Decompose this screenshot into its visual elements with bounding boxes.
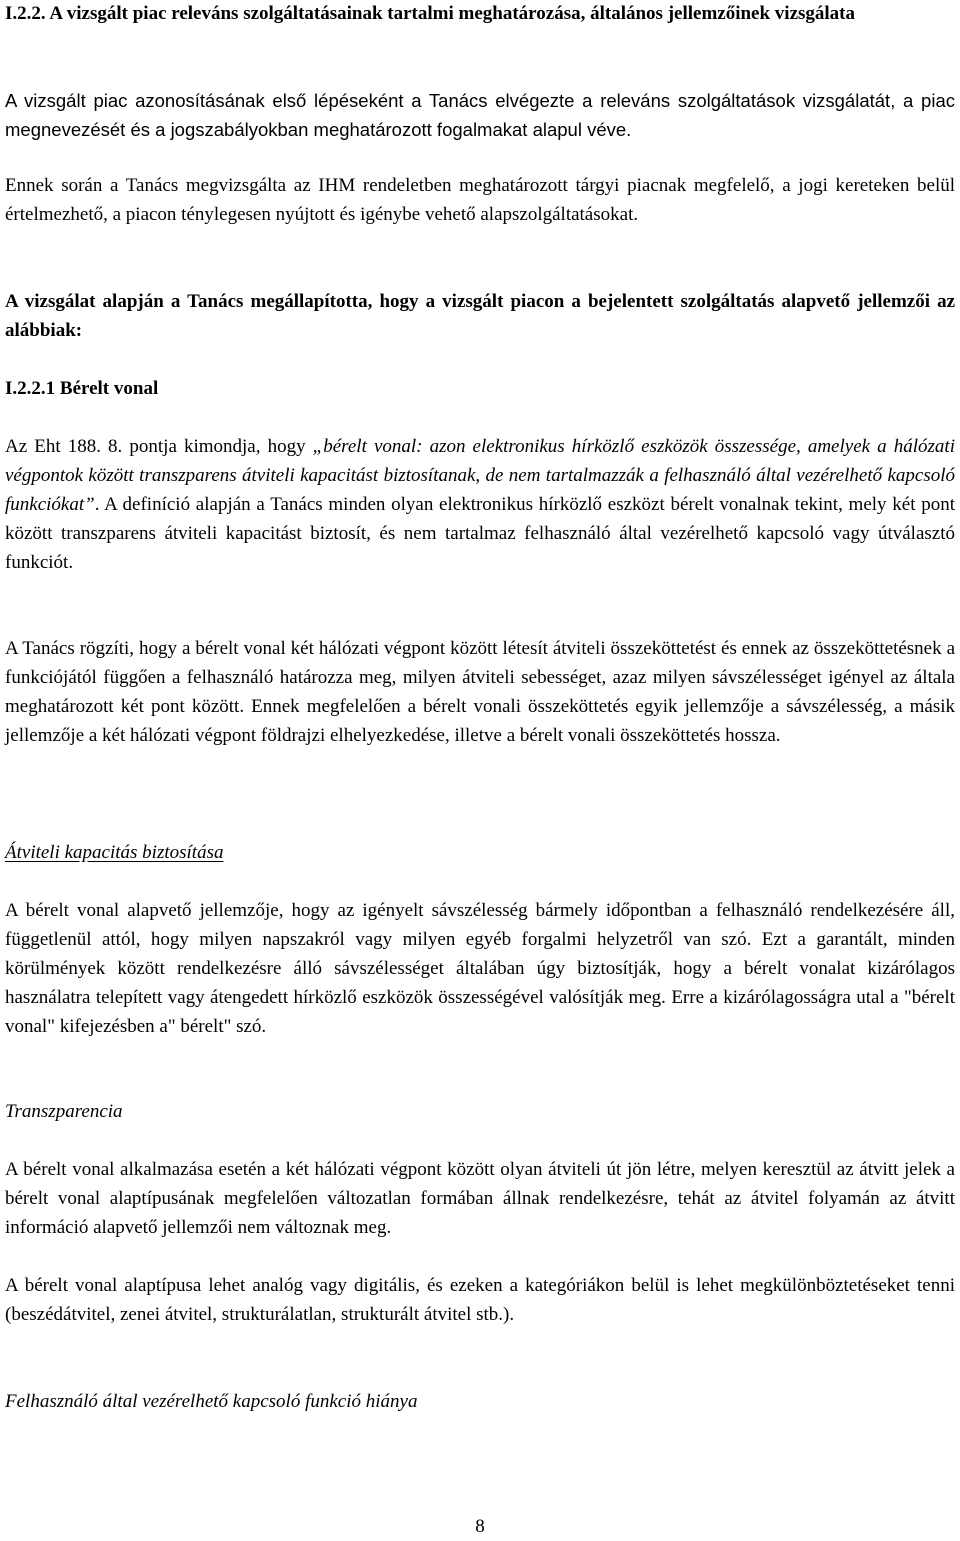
ihm-paragraph: Ennek során a Tanács megvizsgálta az IHM rendeletben meghatározott tárgyi piacnak megfelelő, a jogi kereteken belül értelmezhető, a piacon ténylegesen nyújtott és igénybe vehető alapszolgáltatásokat. [5, 175, 955, 225]
section-heading: I.2.2. A vizsgált piac releváns szolgáltatásainak tartalmi meghatározása, általános jellemzőinek vizsgálata [5, 3, 856, 24]
heading-felhasznalo-kapcsolo: Felhasználó által vezérelhető kapcsoló funkció hiánya [5, 1391, 418, 1412]
heading-transzparencia: Transzparencia [5, 1101, 123, 1122]
page-number: 8 [475, 1516, 485, 1537]
rogzites-paragraph: A Tanács rögzíti, hogy a bérelt vonal két hálózati végpont között létesít átviteli összeköttetést és ennek az összeköttetésnek a funkciójától függően a felhasználó határozza meg, milyen átviteli sebességet, azaz milyen sávszélességet igényel az általa meghatározott két pont között. Ennek megfelelően a bérelt vonali összeköttetés egyik jellemzője a sávszélesség, a másik jellemzője a két hálózati végpont földrajzi elhelyezkedése, illetve a bérelt vonali összeköttetés hossza. [5, 638, 955, 746]
heading-atviteli-kapacitas: Átviteli kapacitás biztosítása [5, 842, 224, 863]
eht-paragraph [5, 432, 955, 577]
subheading-berelt-vonal: I.2.2.1 Bérelt vonal [5, 378, 159, 399]
eht-suffix: . A definíció alapján a Tanács minden olyan elektronikus hírközlő eszközt bérelt vonalnak tekint, mely két pont között transzparens átviteli kapacitást biztosít, és nem tartalmaz felhasználó által vezérelhető kapcsoló vagy útválasztó funkciót. [5, 494, 955, 573]
eht-definition-quote: „bérelt vonal: azon elektronikus hírközlő eszközök összessége, amelyek a hálózati végpontok között transzparens átviteli kapacitást biztosítanak, de nem tartalmazzák a felhasználó által vezérelhető kapcsoló funkciókat” [5, 436, 955, 515]
alaptipus-paragraph: A bérelt vonal alaptípusa lehet analóg vagy digitális, és ezeken a kategóriákon belül is lehet megkülönböztetéseket tenni (beszédátvitel, zenei átvitel, strukturálatlan, strukturált átvitel stb.). [5, 1275, 955, 1325]
eht-prefix: Az Eht 188. 8. pontja kimondja, hogy [5, 436, 313, 457]
conclusion-paragraph: A vizsgálat alapján a Tanács megállapította, hogy a vizsgált piacon a bejelentett szolgáltatás alapvető jellemzői az alábbiak: [5, 291, 955, 341]
transzparencia-paragraph: A bérelt vonal alkalmazása esetén a két hálózati végpont között olyan átviteli út jön létre, melyen keresztül az átvitt jelek a bérelt vonal alaptípusának megfelelően változatlan formában állnak rendelkezésre, tehát az átvitel folyamán az átvitt információ alapvető jellemzői nem változnak meg. [5, 1159, 955, 1238]
atviteli-paragraph: A bérelt vonal alapvető jellemzője, hogy az igényelt sávszélesség bármely időpontban a felhasználó rendelkezésére áll, függetlenül attól, hogy milyen napszakról vagy milyen egyéb forgalmi helyzetről van szó. Ezt a garantált, minden körülmények között rendelkezésre álló sávszélességet általában úgy biztosítják, hogy a bérelt vonalat kizárólagos használatra telepített vagy átengedett hírközlő eszközök összességével valósítják meg. Erre a kizárólagosságra utal a "bérelt vonal" kifejezésben a" bérelt" szó. [5, 900, 955, 1037]
intro-paragraph: A vizsgált piac azonosításának első lépéseként a Tanács elvégezte a releváns szolgáltatások vizsgálatát, a piac megnevezését és a jogszabályokban meghatározott fogalmakat alapul véve. [5, 90, 955, 140]
